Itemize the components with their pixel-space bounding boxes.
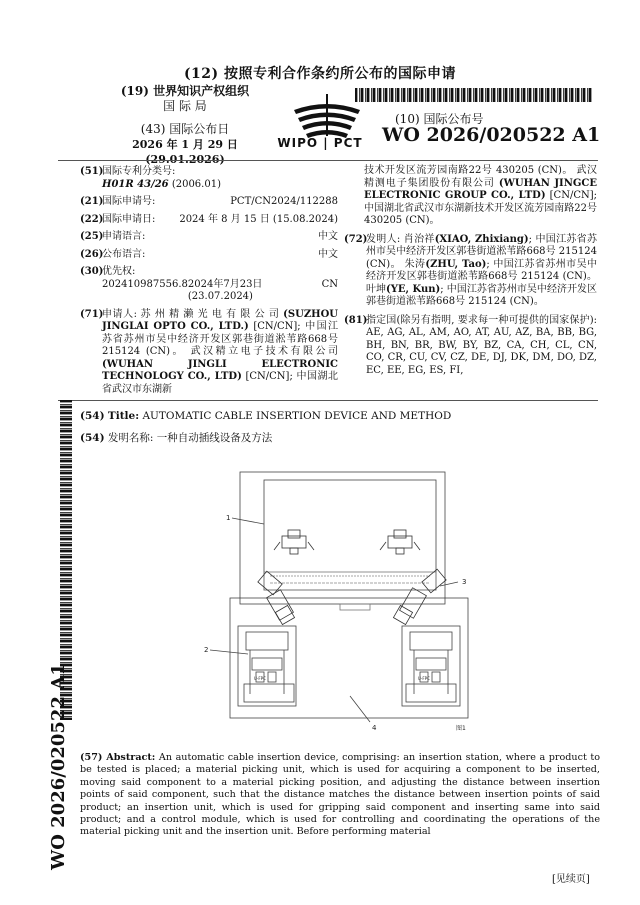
field-30: (30) 优先权: 202410987556.8 2024年7月23日 (23.07.2024) CN xyxy=(80,266,338,302)
inventor-1: 发明人: 肖治祥 xyxy=(366,233,435,245)
device-figure xyxy=(200,458,480,740)
inventor-1-address: ; 中国江苏省苏州市吴中经济开发区郭巷街道淞苇路668号 215124 (CN)。 朱涛 xyxy=(366,233,597,270)
priority-number: 202410987556.8 xyxy=(102,278,188,290)
figure-label-1: 1 xyxy=(226,514,231,522)
field-22-value: 2024 年 8 月 15 日 (15.08.2024) xyxy=(179,213,338,225)
inventor-3-en: (YE, Kun) xyxy=(386,283,441,295)
inventor-3-address: ; 中国江苏省苏州市吴中经济开发区郭巷街道淞苇路668号 215124 (CN)。 xyxy=(366,283,597,307)
field-26-label: 公布语言: xyxy=(102,248,146,260)
wipo-pct-text: WIPO | PCT xyxy=(277,136,363,150)
applicant-3: 技术开发区流芳园南路22号 430205 (CN)。 武汉精测电子集团股份有限公司 xyxy=(364,165,597,189)
field-30-label: 优先权: xyxy=(102,266,136,277)
title-en-label: Title: xyxy=(107,410,140,422)
figure-label-4: 4 xyxy=(372,724,377,732)
field-21-label: 国际申请号: xyxy=(102,196,156,207)
title-en-value: AUTOMATIC CABLE INSERTION DEVICE AND METHOD xyxy=(139,410,452,422)
field-71: (71) 申请人: 苏 州 精 濑 光 电 有 限 公 司 (SUZHOU JINGLAI OPTO CO., LTD.) [CN/CN]; 中国江苏省苏州市吴中经济开发区郭巷街道淞苇路668号 215124 (CN)。 武汉精立电子技术有限公司(WUHAN JINGLI ELECTRONIC TECHNOLOGY CO., LTD) [CN/CN]; 中国湖北省武汉市东湖新 xyxy=(80,308,338,395)
field-72: (72) 发明人: 肖治祥(XIAO, Zhixiang); 中国江苏省苏州市吴中经济开发区郭巷街道淞苇路668号 215124 (CN)。 朱涛(ZHU, Tao); 中国江苏省苏州市吴中经济开发区郭巷街道淞苇路668号 215124 (CN)。 叶坤(YE, Kun); 中国江苏省苏州市吴中经济开发区郭巷街道淞苇路668号 215124 (CN)。 xyxy=(344,233,597,307)
priority-date: 2024年7月23日 (23.07.2024) xyxy=(187,278,263,302)
field-22: (22) 国际申请日: 2024 年 8 月 15 日 (15.08.2024) xyxy=(80,213,338,225)
field-21: (21) 国际申请号: PCT/CN2024/112288 xyxy=(80,196,338,207)
applicant-1-en: (SUZHOU JINGLAI OPTO CO., LTD.) xyxy=(102,308,338,332)
pub-no: WO 2026/020522 A1 xyxy=(382,124,601,146)
designated-states: 指定国(除另有指明, 要求每一种可提供的国家保护): AE, AG, AL, AM, AO, AT, AU, AZ, BA, BB, BG, BH, BN, BR, BW, BY, BZ, CA, CH, CL, CN, CO, CR, CU, CV, CZ, DE, DJ, DK, DM, DO, DZ, EC, EE, EG, ES, FI, xyxy=(366,314,597,376)
robot-arm-right xyxy=(393,569,446,624)
org-line xyxy=(100,84,270,99)
biblio-left xyxy=(80,166,338,399)
barcode-icon xyxy=(355,88,593,102)
field-21-value: PCT/CN2024/112288 xyxy=(230,196,338,207)
field-81: (81) 指定国(除另有指明, 要求每一种可提供的国家保护): AE, AG, AL, AM, AO, AT, AU, AZ, BA, BB, BG, BH, BN, BR, BW, BY, BZ, CA, CH, CL, CN, CO, CR, CU, CV, CZ, DE, DJ, DK, DM, DO, DZ, EC, EE, EG, ES, FI, xyxy=(344,314,597,376)
org-name: 世界知识产权组织 xyxy=(153,84,250,98)
pub-date: 2026 年 1 月 29 日 (29.01.2026) xyxy=(132,138,238,166)
module-left xyxy=(238,626,296,706)
applicant-2-en: (WUHAN JINGLI ELECTRONIC TECHNOLOGY CO., LTD) xyxy=(102,358,338,382)
abstract-text: An automatic cable insertion device, comprising: an insertion station, where a product to be tested is placed; a material picking unit, which is used for acquiring a component to be inserted, moving said component to a material picking position, and adjusting the distance between insertion points of said component, such that the distance matches the distance between insertion points of said product; an insertion unit, which is used for gripping said component and inserting same into said product; and a control module, which is used for controlling and coordinating the operations of the material picking unit and the insertion unit. Before performing material xyxy=(80,752,600,838)
title-en xyxy=(80,410,451,422)
inventor-1-en: (XIAO, Zhixiang) xyxy=(434,233,529,245)
field-51: (51) 国际专利分类号: H01R 43/26 (2006.01) xyxy=(80,166,338,191)
divider xyxy=(58,400,598,401)
biblio-right xyxy=(344,165,597,383)
station-outer xyxy=(240,472,445,604)
applicant-1-address: [CN/CN]; 中国江苏省苏州市吴中经济开发区郭巷街道淞苇路668号 215124 (CN)。 武汉精立电子技术有限公司 xyxy=(102,321,338,357)
org-number: (19) xyxy=(120,84,149,98)
field-51-value: H01R 43/26 xyxy=(102,178,169,190)
title-zh-value: 发明名称: 一种自动插线设备及方法 xyxy=(107,432,273,444)
applicant-1: 申请人: 苏 州 精 濑 光 电 有 限 公 司 xyxy=(102,308,284,320)
applicant-3-address: [CN/CN]; 中国湖北省武汉市东湖新技术开发区流芳园南路22号 430205 (CN)。 xyxy=(364,190,597,226)
figure-caption: 图1 xyxy=(456,725,466,732)
office-block xyxy=(100,84,270,167)
gripper-right xyxy=(380,530,420,554)
field-22-label: 国际申请日: xyxy=(102,213,156,225)
applicant-3-en: (WUHAN JINGCE ELECTRONIC GROUP CO., LTD) xyxy=(364,177,597,201)
field-25-value: 中文 xyxy=(318,231,338,242)
module-right-tag: U-FPC xyxy=(418,676,430,681)
title-zh-num: (54) xyxy=(80,432,105,444)
divider xyxy=(58,160,598,161)
station-screen xyxy=(264,480,436,590)
field-26: (26) 公布语言: 中文 xyxy=(80,248,338,260)
priority-country: CN xyxy=(321,278,338,290)
document-title: (12) 按照专利合作条约所公布的国际申请 xyxy=(183,66,457,82)
gripper-left xyxy=(274,530,314,554)
field-25: (25) 申请语言: 中文 xyxy=(80,231,338,242)
figure-label-3: 3 xyxy=(462,578,467,586)
continued-note: [见续页] xyxy=(552,874,590,885)
title-en-num: (54) xyxy=(80,410,105,422)
abstract xyxy=(80,752,600,839)
field-51-year: (2006.01) xyxy=(168,178,221,190)
inventor-2-address: ; 中国江苏省苏州市吴中经济开发区郭巷街道淞苇路668号 215124 (CN)。 叶坤 xyxy=(366,258,597,295)
abstract-label: (57) Abstract: xyxy=(80,752,156,763)
module-left-tag: U-FPC xyxy=(254,676,266,681)
inventor-2-en: (ZHU, Tao) xyxy=(425,258,487,270)
field-25-label: 申请语言: xyxy=(102,231,146,242)
applicant-2-address: [CN/CN]; 中国湖北省武汉市东湖新 xyxy=(102,371,338,395)
field-26-value: 中文 xyxy=(318,248,338,260)
pub-date-label: (43) 国际公布日 xyxy=(140,122,230,136)
module-right xyxy=(402,626,460,706)
pub-no-label: (10) 国际公布号 xyxy=(395,112,484,126)
figure-label-2: 2 xyxy=(204,646,209,654)
applicant-continued xyxy=(344,165,597,228)
title-zh xyxy=(80,430,272,445)
side-pub-number: WO 2026/020522 A1 xyxy=(48,663,69,870)
org-sub: 国 际 局 xyxy=(163,99,207,113)
field-51-label: 国际专利分类号: xyxy=(102,166,176,177)
